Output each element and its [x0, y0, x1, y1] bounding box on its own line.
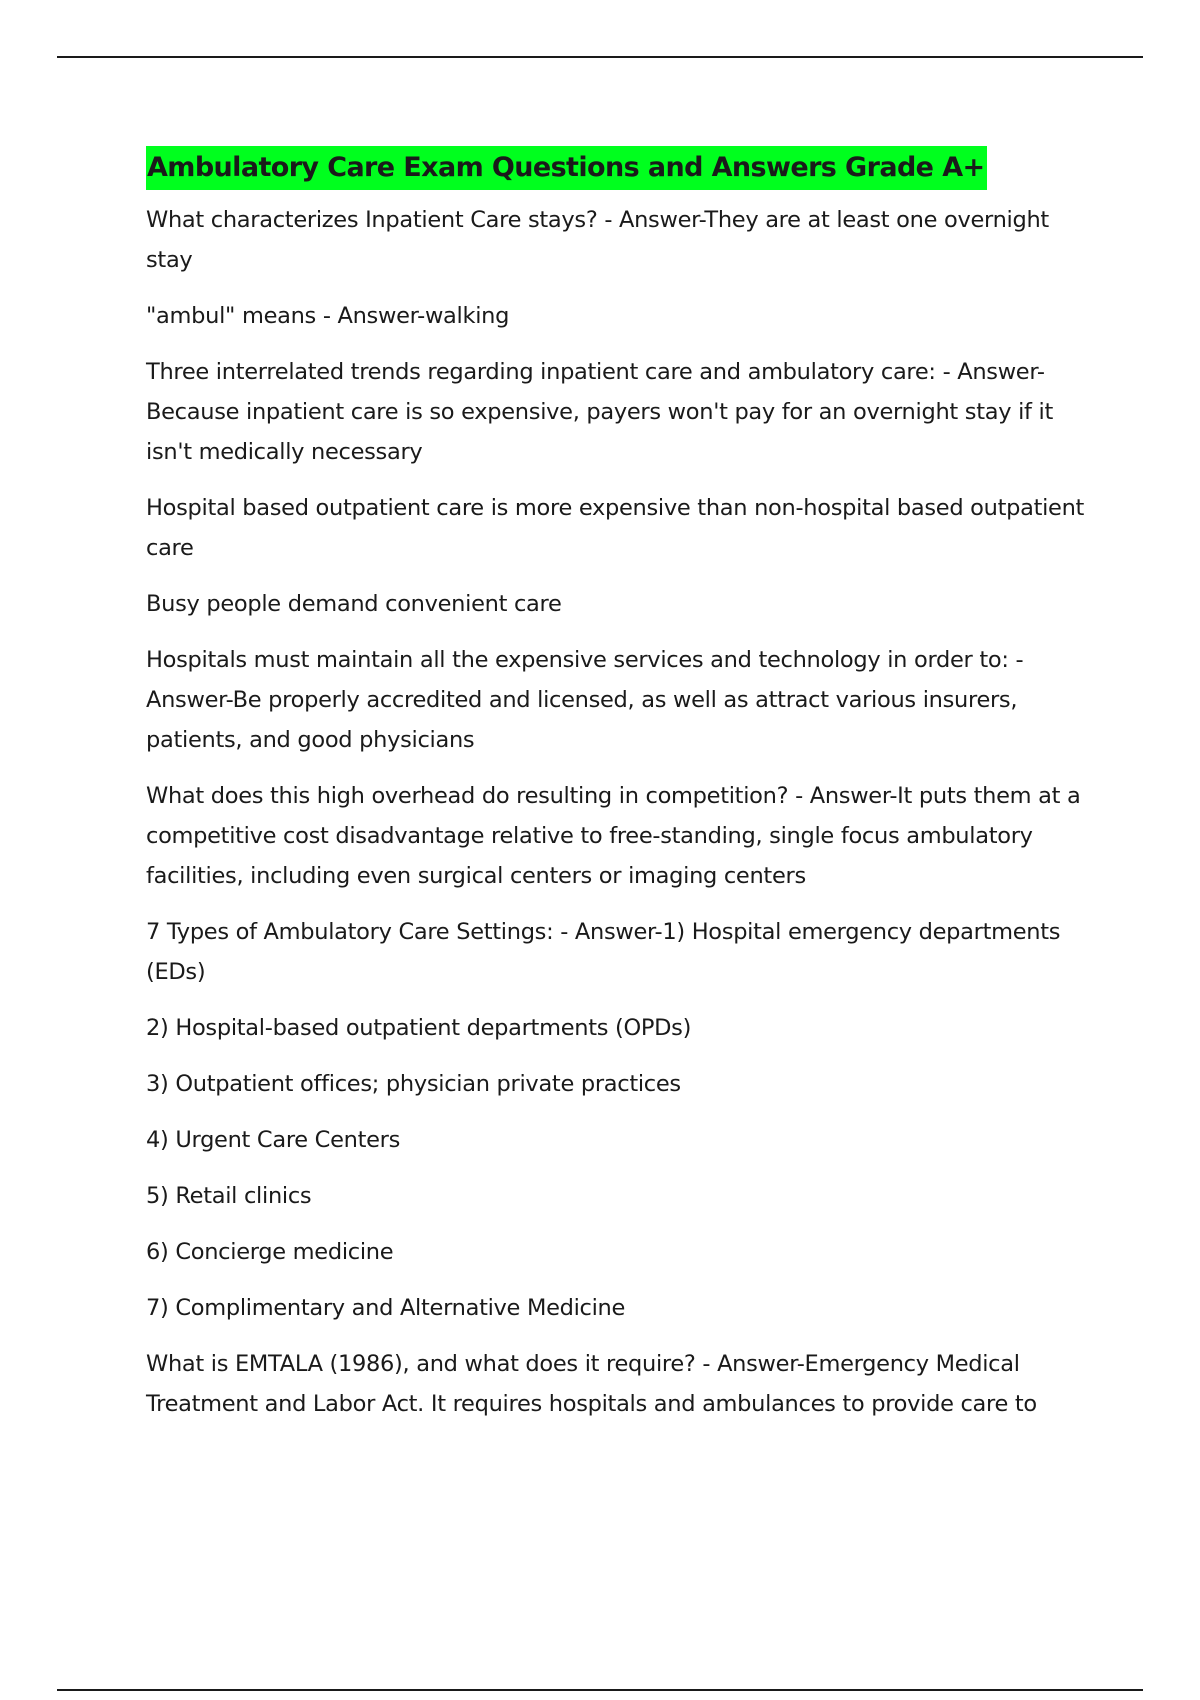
paragraph: 5) Retail clinics [146, 1183, 312, 1209]
paragraph: What characterizes Inpatient Care stays? - Answer-They are at least one overnight stay [146, 207, 1049, 273]
footer-rule [57, 1689, 1143, 1691]
document-title: Ambulatory Care Exam Questions and Answers Grade A+ [146, 146, 987, 190]
paragraph: 7) Complimentary and Alternative Medicine [146, 1295, 626, 1321]
paragraph: Three interrelated trends regarding inpatient care and ambulatory care: - Answer-Because inpatient care is so expensive, payers won't pay for an overnight stay if it isn't medically necessary [146, 359, 1053, 465]
paragraph: 7 Types of Ambulatory Care Settings: - Answer-1) Hospital emergency departments (EDs) [146, 919, 1061, 985]
document-body [146, 146, 1096, 1440]
paragraph: What is EMTALA (1986), and what does it require? - Answer-Emergency Medical Treatment and Labor Act. It requires hospitals and ambulances to provide care to [146, 1351, 1037, 1417]
paragraph: Busy people demand convenient care [146, 591, 562, 617]
header-rule [57, 56, 1143, 58]
paragraph: 6) Concierge medicine [146, 1239, 394, 1265]
paragraph: 4) Urgent Care Centers [146, 1127, 401, 1153]
paragraph: What does this high overhead do resulting in competition? - Answer-It puts them at a competitive cost disadvantage relative to free-standing, single focus ambulatory facilities, including even surgical centers or imaging centers [146, 783, 1081, 889]
paragraph: 2) Hospital-based outpatient departments (OPDs) [146, 1015, 692, 1041]
paragraph: 3) Outpatient offices; physician private practices [146, 1071, 681, 1097]
paragraph: Hospitals must maintain all the expensive services and technology in order to: - Answer-Be properly accredited and licensed, as well as attract various insurers, patients, and good physicians [146, 647, 1024, 753]
paragraph: Hospital based outpatient care is more expensive than non-hospital based outpatient care [146, 495, 1085, 561]
paragraph: "ambul" means - Answer-walking [146, 303, 510, 329]
